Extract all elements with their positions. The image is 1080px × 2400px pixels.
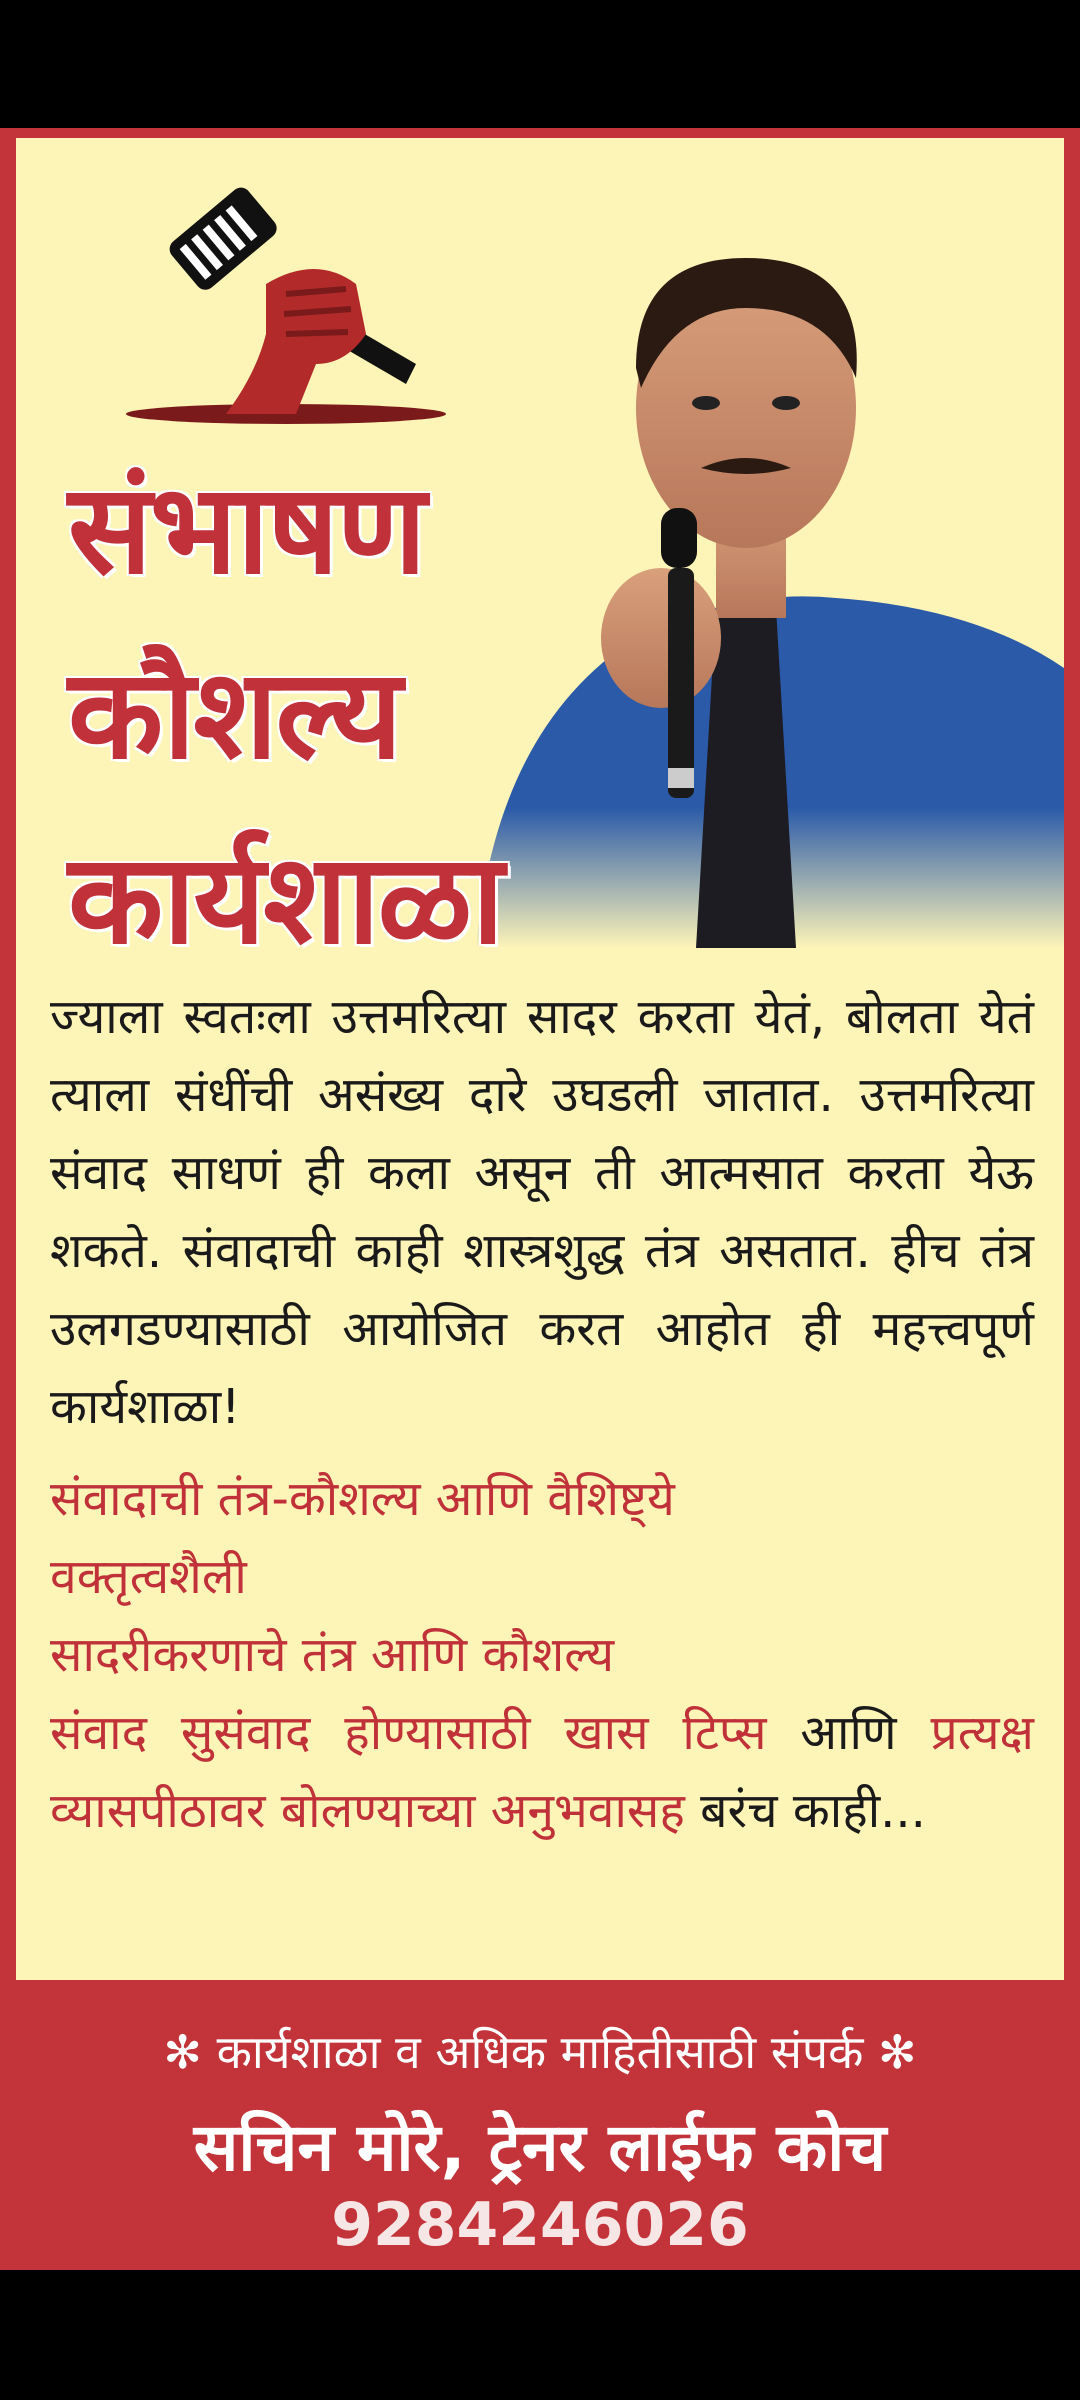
topic-tips: संवाद सुसंवाद होण्यासाठी खास टिप्स: [50, 1705, 767, 1761]
topic-and: आणि: [800, 1705, 897, 1761]
intro-paragraph: ज्याला स्वतःला उत्तमरित्या सादर करता येतं, बोलता येतं त्याला संधींची असंख्य दारे उघडली जातात. उत्तमरित्या संवाद साधणं ही कला असून ती आत्मसात करता येऊ शकते. संवादाची काही शास्त्रशुद्ध तंत्र असतात. हीच तंत्र उलगडण्यासाठी आयोजित करत आहोत ही महत्त्वपूर्ण कार्यशाळा!: [50, 989, 1034, 1435]
topic-item: [50, 1694, 1034, 1850]
contact-phone[interactable]: 9284246026: [331, 2190, 749, 2260]
contact-label: ✻ कार्यशाळा व अधिक माहितीसाठी संपर्क ✻: [163, 2025, 917, 2079]
title-line-3: कार्यशाळा: [68, 828, 503, 972]
poster-content-area: [16, 138, 1064, 1980]
topic-item: संवादाची तंत्र-कौशल्य आणि वैशिष्ट्ये: [50, 1471, 675, 1527]
contact-name: सचिन मोरे, ट्रेनर लाईफ कोच: [193, 2109, 887, 2186]
topic-item: वक्तृत्वशैली: [50, 1549, 247, 1605]
contact-footer: [0, 1980, 1080, 2270]
fist-microphone-icon: [116, 174, 456, 434]
topic-practice: प्रत्यक्ष व्यासपीठावर बोलण्याच्या अनुभवासह: [50, 1705, 1034, 1839]
title-line-1: संभाषण: [68, 458, 425, 602]
poster: [0, 128, 1080, 2270]
speaker-portrait-photo: [416, 168, 1064, 948]
title-line-2: कौशल्य: [68, 643, 401, 787]
workshop-topics: [50, 1460, 1034, 1850]
topic-item: सादरीकरणाचे तंत्र आणि कौशल्य: [50, 1627, 615, 1683]
topic-etc: काही...: [792, 1783, 926, 1839]
topic-more: बरंच: [700, 1783, 778, 1839]
